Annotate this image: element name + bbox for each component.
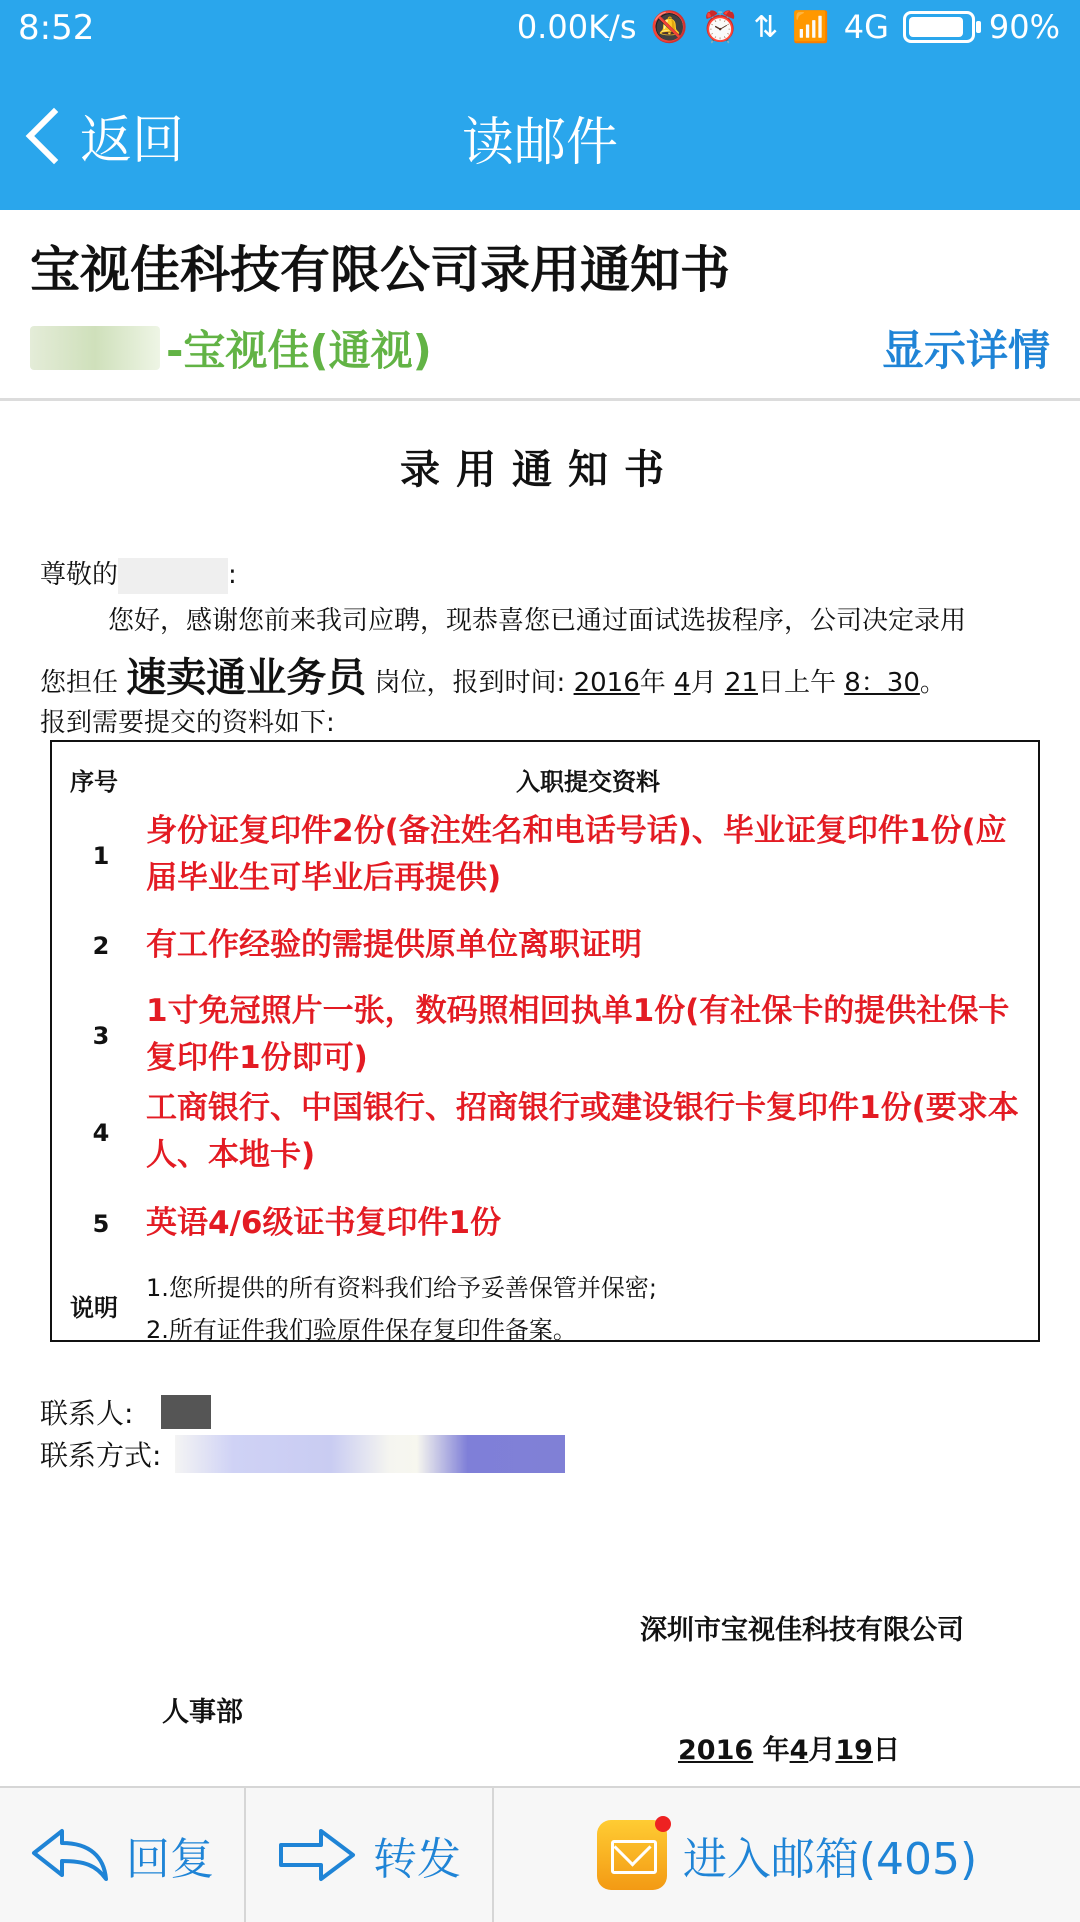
contact-person-label: 联系人: (40, 1397, 134, 1430)
table-header-docs: 入职提交资料 (516, 768, 660, 796)
redacted-sender-name (30, 326, 160, 370)
row-text: 身份证复印件2份(备注姓名和电话号话)、毕业证复印件1份(应届毕业生可毕业后再提供) (146, 813, 1007, 896)
day-unit: 日上午 (757, 668, 836, 698)
redacted-contact-name (161, 1395, 211, 1429)
row-text: 英语4/6级证书复印件1份 (146, 1205, 502, 1241)
row-number: 4 (92, 1119, 110, 1147)
report-day: 21 (724, 668, 758, 698)
signal-icon: 📶 (792, 9, 830, 45)
bottom-action-bar (0, 1786, 1080, 1922)
job-position: 速卖通业务员 (126, 655, 367, 701)
report-time: 8：30 (844, 668, 920, 698)
greeting-colon: : (228, 560, 237, 590)
battery-fill (909, 17, 963, 37)
status-right (517, 8, 1060, 46)
back-label: 返回 (80, 111, 185, 171)
month-unit: 月 (690, 668, 717, 698)
greeting-prefix: 尊敬的 (40, 560, 119, 590)
sender-row (30, 318, 1050, 378)
report-year: 2016 (573, 668, 640, 698)
mail-icon (597, 1820, 667, 1890)
paragraph-1: 您好，感谢您前来我司应聘，现恭喜您已通过面试选拔程序，公司决定录用 (108, 606, 967, 636)
paragraph-2 (40, 646, 946, 703)
contact-method (40, 1434, 565, 1474)
contact-method-label: 联系方式: (40, 1439, 162, 1472)
letter-title: 录用通知书 (400, 447, 680, 493)
sign-month: 4 (789, 1735, 809, 1766)
sign-day: 19 (835, 1735, 873, 1766)
status-bar (0, 0, 1080, 60)
forward-button[interactable] (246, 1788, 492, 1922)
reply-button[interactable] (0, 1788, 244, 1922)
year-unit: 年 (639, 668, 666, 698)
page-title: 读邮件 (461, 113, 618, 173)
company-name: 深圳市宝视佳科技有限公司 (640, 1615, 964, 1646)
network-speed: 0.00K/s (516, 8, 637, 46)
sign-year-unit: 年 (762, 1735, 790, 1766)
inbox-button[interactable] (494, 1788, 1080, 1922)
department: 人事部 (162, 1697, 243, 1728)
inbox-label: 进入邮箱(405) (682, 1834, 978, 1885)
para2-prefix: 您担任 (40, 668, 119, 698)
greeting (40, 554, 237, 594)
redacted-recipient (118, 558, 228, 594)
documents-table (50, 740, 1040, 1342)
mute-icon: 🔕 (650, 9, 688, 45)
para2-mid: 岗位，报到时间: (374, 668, 566, 698)
header-divider (0, 398, 1080, 401)
note-label: 说明 (70, 1294, 118, 1322)
time-end: 。 (919, 668, 946, 698)
paragraph-3: 报到需要提交的资料如下: (40, 708, 335, 738)
row-number: 2 (92, 932, 110, 960)
forward-icon (277, 1825, 357, 1885)
row-number: 3 (92, 1022, 110, 1050)
note-1: 1.您所提供的所有资料我们给予妥善保管并保密; (146, 1274, 657, 1302)
email-subject: 宝视佳科技有限公司录用通知书 (30, 241, 730, 299)
show-details-link[interactable]: 显示详情 (881, 326, 1050, 375)
forward-label: 转发 (373, 1834, 461, 1885)
data-arrows-icon: ⇅ (753, 9, 779, 45)
row-text: 1寸免冠照片一张，数码照相回执单1份(有社保卡的提供社保卡复印件1份即可) (146, 993, 1010, 1076)
sender-name: -宝视佳(通视) (166, 326, 432, 375)
row-number: 1 (92, 842, 110, 870)
table-header-num: 序号 (70, 768, 118, 796)
row-text: 有工作经验的需提供原单位离职证明 (146, 927, 642, 963)
battery-percent: 90% (988, 8, 1060, 46)
report-month: 4 (674, 668, 691, 698)
sign-day-unit: 日 (872, 1735, 900, 1766)
battery-icon (903, 11, 975, 43)
contact-person (40, 1392, 211, 1432)
redacted-phone-link[interactable] (175, 1435, 565, 1473)
reply-label: 回复 (126, 1834, 214, 1885)
alarm-icon: ⏰ (701, 9, 740, 45)
sign-year: 2016 (678, 1735, 754, 1766)
notification-dot (655, 1816, 671, 1832)
sign-date (678, 1728, 900, 1767)
row-text: 工商银行、中国银行、招商银行或建设银行卡复印件1份(要求本人、本地卡) (146, 1090, 1019, 1173)
status-time: 8:52 (18, 8, 95, 48)
sign-month-unit: 月 (808, 1735, 836, 1766)
note-2: 2.所有证件我们验原件保存复印件备案。 (146, 1316, 577, 1344)
reply-icon (30, 1825, 110, 1885)
row-number: 5 (92, 1210, 110, 1238)
network-type: 4G (843, 8, 889, 46)
sender (30, 318, 432, 378)
app-bar (0, 60, 1080, 210)
